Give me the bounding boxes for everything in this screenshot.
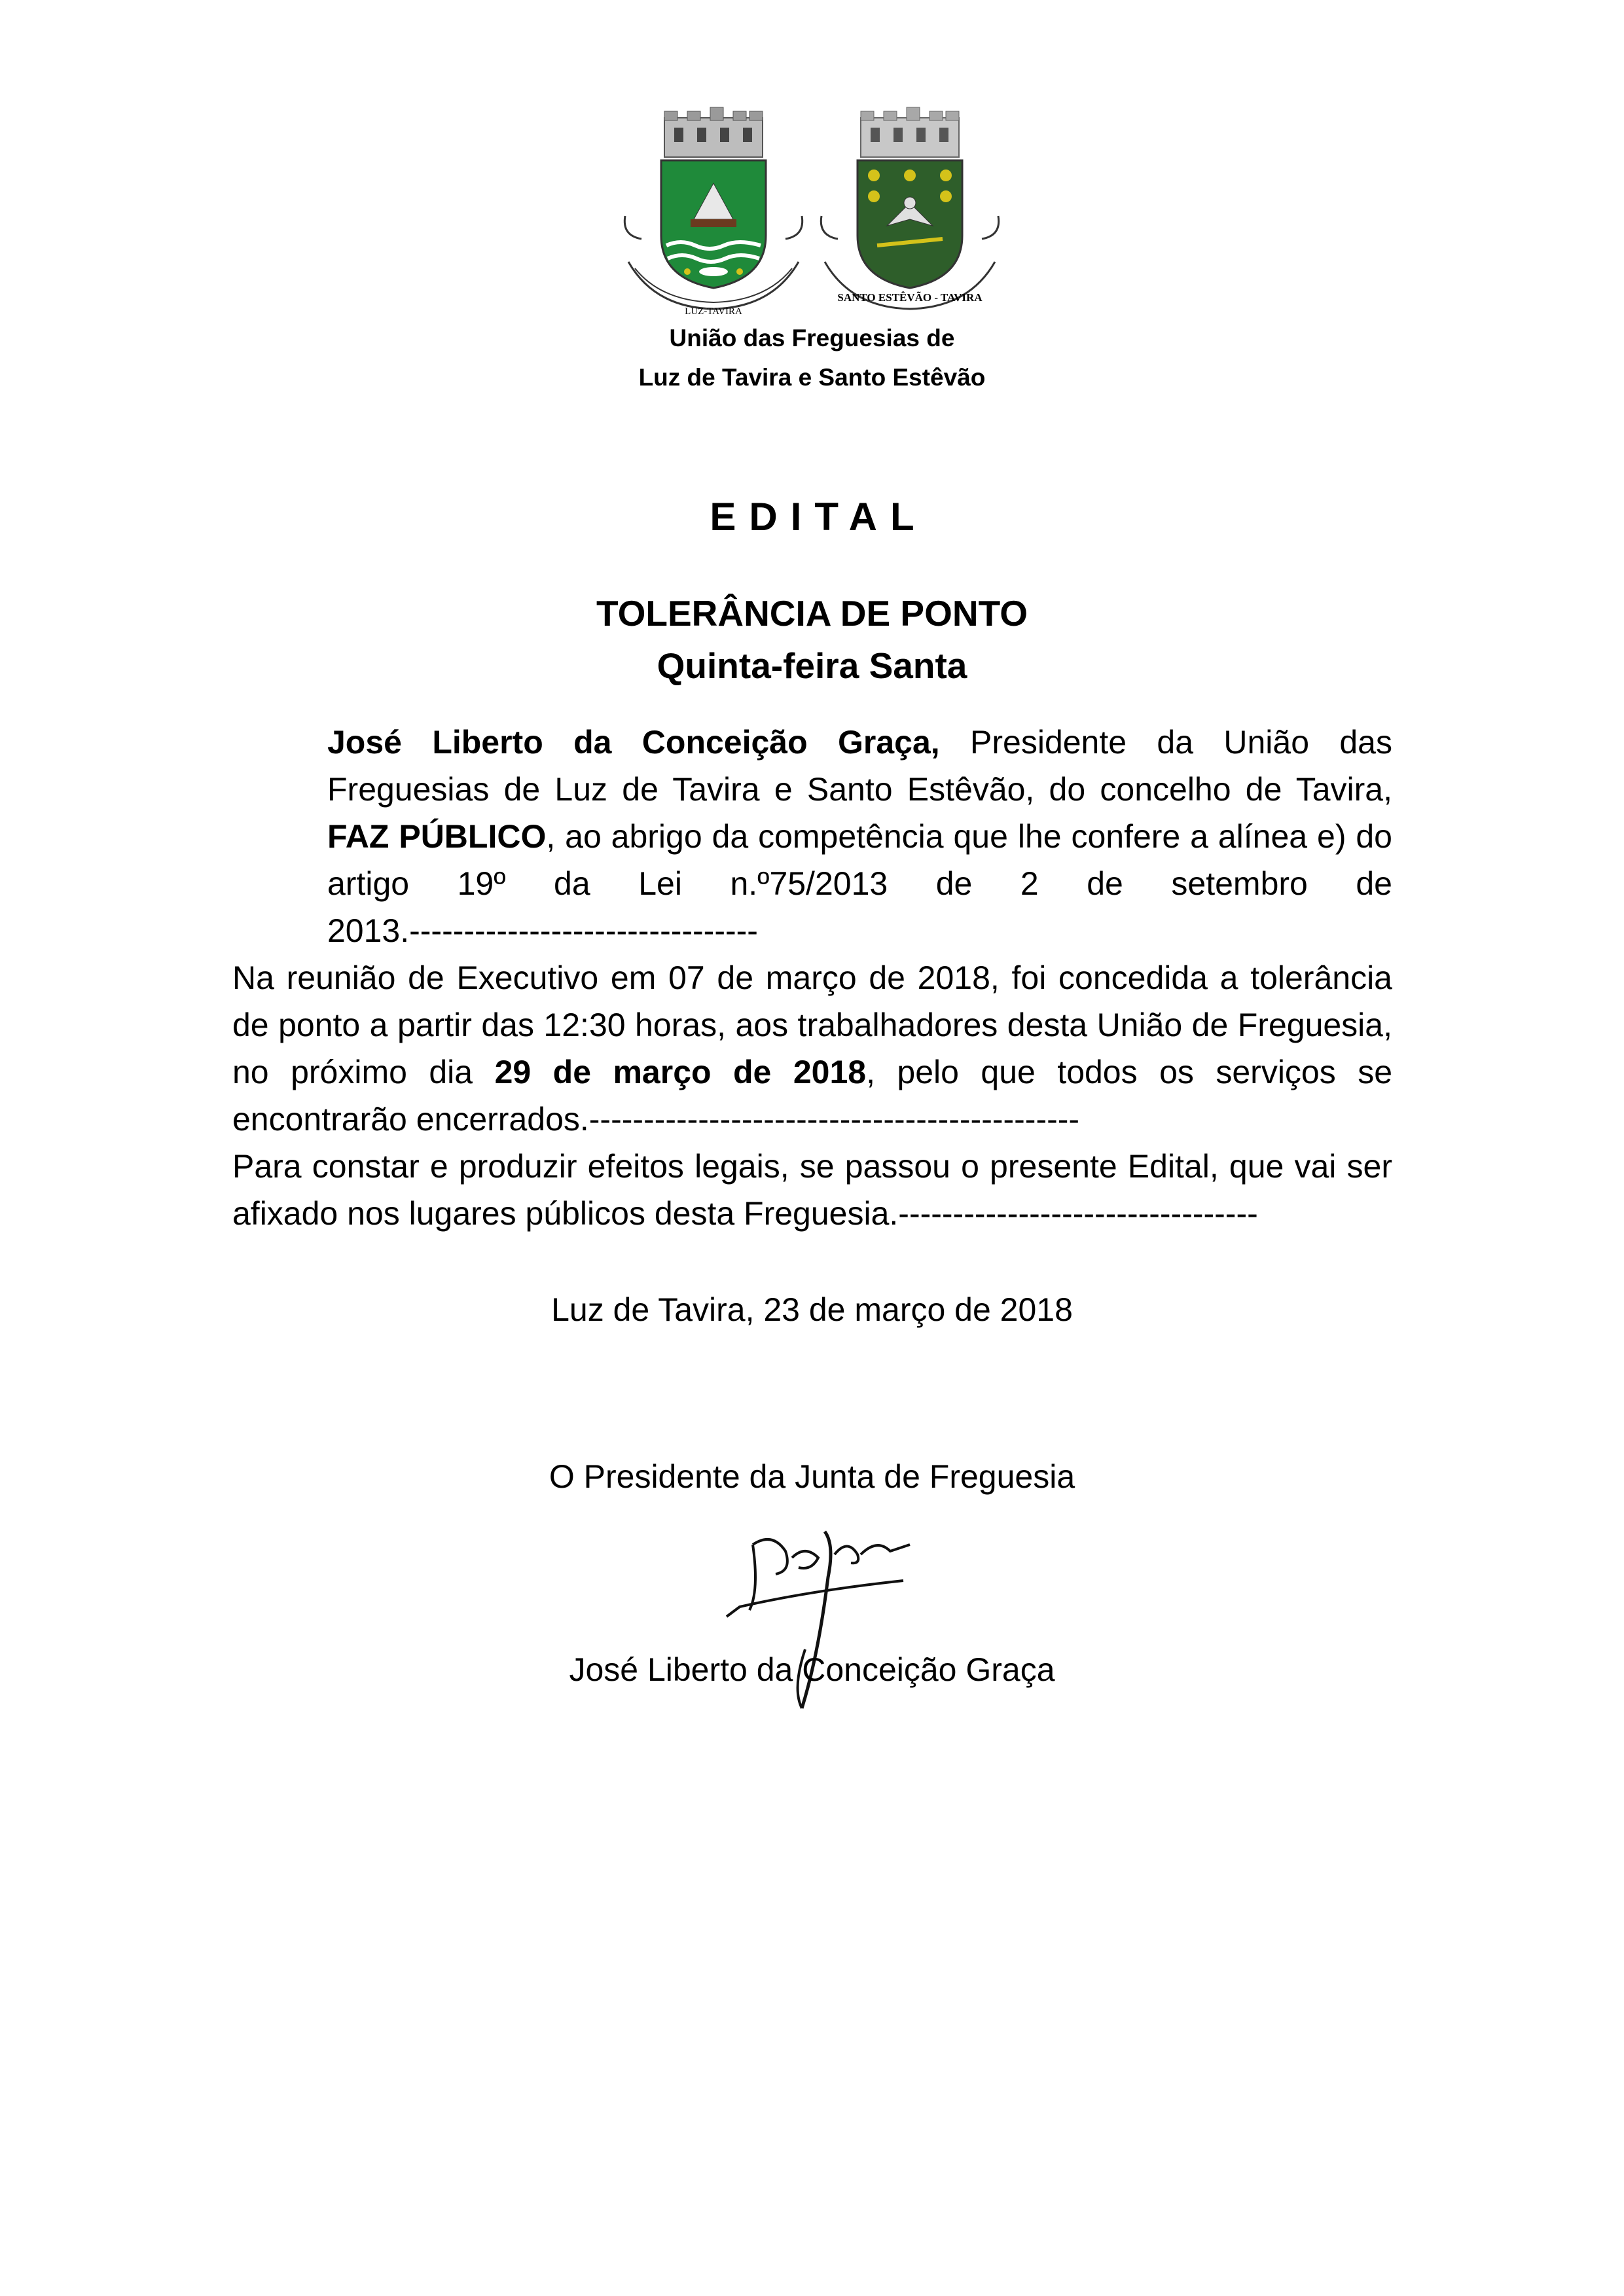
luz-tavira-coat-of-arms (615, 105, 812, 317)
paragraph-text: Na reunião de Executivo em 07 de março de 2018, foi concedida a tolerância de ponto a partir das 12:30 horas, aos trabalhadores desta União de Freguesia, no próximo dia (232, 960, 1392, 1090)
paragraph-text: , pelo que todos os serviços se encontrarão encerrados. (232, 1054, 1393, 1138)
filler-dashes: --------------------------------------------- (588, 1101, 1080, 1138)
closure-date: 29 de março de 2018 (494, 1054, 867, 1090)
santo-estevao-coat-of-arms (812, 105, 1008, 317)
place-and-date: Luz de Tavira, 23 de março de 2018 (551, 1291, 1073, 1328)
signatory-role: O Presidente da Junta de Freguesia (549, 1458, 1075, 1495)
document-subtitle-1: TOLERÂNCIA DE PONTO (596, 593, 1028, 634)
faz-publico: FAZ PÚBLICO (327, 818, 547, 855)
header-org-line-1: União das Freguesias de (669, 325, 955, 351)
paragraph-publication (232, 1143, 1392, 1237)
crest-right-label: SANTO ESTÊVÃO - TAVIRA (837, 291, 983, 304)
paragraph-text: Para constar e produzir efeitos legais, se passou o presente Edital, que vai ser afixado nos lugares públicos desta Freguesia. (232, 1148, 1392, 1232)
header-crests (615, 105, 1008, 317)
signatory-name: José Liberto da Conceição Graça (569, 1651, 1055, 1688)
filler-dashes: -------------------------------- (409, 912, 758, 949)
crest-left-label: LUZ-TAVIRA (685, 306, 742, 317)
document-subtitle-2: Quinta-feira Santa (657, 645, 967, 686)
paragraph-text: Presidente da União das Freguesias de Luz de Tavira e Santo Estêvão, do concelho de Tavira, (327, 724, 1392, 808)
paragraph-announcement (232, 719, 1392, 954)
edict-body (232, 719, 1392, 1237)
header-org-line-2: Luz de Tavira e Santo Estêvão (638, 364, 986, 391)
paragraph-text: , ao abrigo da competência que lhe confere a alínea e) do artigo 19º da Lei n.º75/2013 de 2 de setembro de 2013. (327, 818, 1392, 949)
president-name: José Liberto da Conceição Graça, (327, 724, 940, 761)
filler-dashes: --------------------------------- (898, 1195, 1258, 1232)
document-title: EDITAL (710, 495, 928, 539)
paragraph-decision (232, 954, 1392, 1143)
